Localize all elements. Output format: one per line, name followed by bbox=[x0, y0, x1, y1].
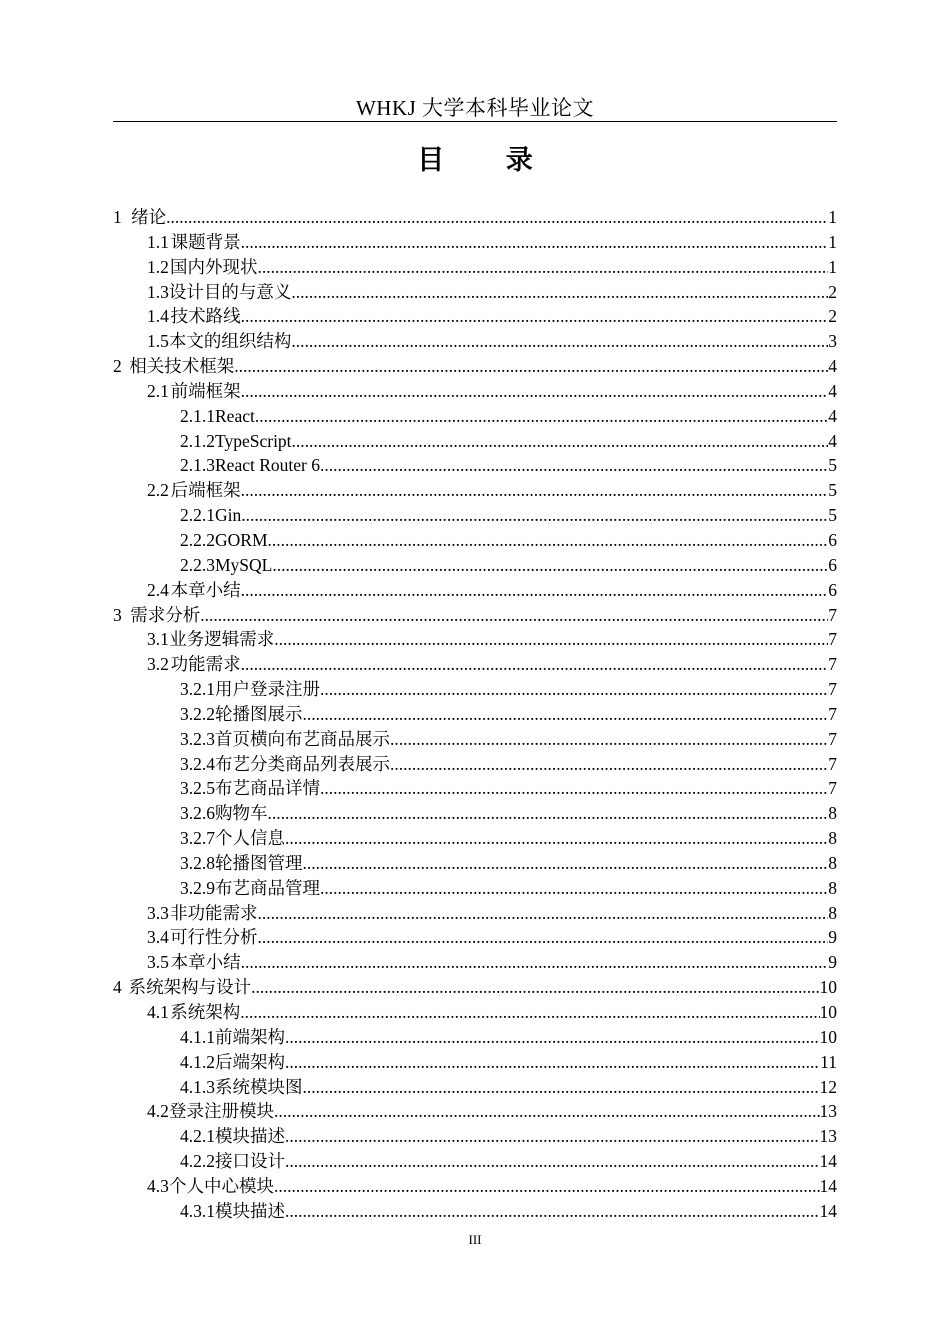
toc-entry-number: 2.2.1 bbox=[180, 505, 215, 526]
toc-dot-leader bbox=[240, 1000, 819, 1025]
toc-entry-page: 14 bbox=[819, 1151, 837, 1172]
toc-entry-page: 12 bbox=[819, 1076, 837, 1097]
toc-entry-number: 3.1 bbox=[147, 629, 169, 650]
toc-dot-leader bbox=[285, 1124, 820, 1149]
toc-entry-number: 2.1.1 bbox=[180, 405, 215, 426]
toc-entry[interactable] bbox=[113, 528, 837, 553]
toc-entry-page: 7 bbox=[828, 778, 837, 799]
toc-entry-number: 4.2.1 bbox=[180, 1126, 215, 1147]
toc-entry-number: 4.1.3 bbox=[180, 1076, 215, 1097]
toc-entry-page: 10 bbox=[819, 1002, 837, 1022]
toc-entry-title: 可行性分析 bbox=[169, 927, 258, 948]
toc-dot-leader bbox=[320, 453, 828, 478]
toc-dot-leader bbox=[320, 876, 828, 901]
toc-entry-page: 5 bbox=[828, 480, 837, 501]
toc-entry-page: 13 bbox=[819, 1126, 837, 1147]
toc-entry-page: 4 bbox=[828, 356, 837, 377]
toc-entry-title: 布艺商品详情 bbox=[215, 778, 320, 799]
toc-dot-leader bbox=[257, 255, 828, 280]
toc-entry-page: 5 bbox=[828, 455, 837, 476]
toc-entry-title: 模块描述 bbox=[215, 1200, 285, 1221]
toc-entry[interactable] bbox=[113, 205, 837, 230]
toc-entry-title: 系统架构与设计 bbox=[128, 977, 252, 998]
toc-entry-number: 3.4 bbox=[147, 927, 169, 948]
toc-entry-title: 本章小结 bbox=[170, 952, 241, 973]
running-header: WHKJ 大学本科毕业论文 bbox=[355, 96, 595, 120]
toc-entry[interactable] bbox=[113, 1025, 837, 1050]
toc-entry[interactable] bbox=[113, 1075, 837, 1100]
toc-entry-number: 3.2.4 bbox=[180, 753, 215, 774]
toc-entry-number: 4.1 bbox=[147, 1002, 169, 1022]
toc-dot-leader bbox=[291, 329, 828, 354]
toc-entry[interactable] bbox=[113, 652, 837, 677]
toc-dot-leader bbox=[285, 1199, 820, 1224]
toc-entry-number: 4.1.2 bbox=[180, 1051, 215, 1072]
toc-entry-number: 3.2.5 bbox=[180, 778, 215, 799]
toc-dot-leader bbox=[291, 280, 828, 305]
toc-entry-number: 3.2.3 bbox=[180, 728, 215, 749]
toc-entry-number: 2 bbox=[113, 356, 122, 377]
toc-dot-leader bbox=[241, 304, 829, 329]
toc-entry[interactable] bbox=[113, 826, 837, 851]
toc-entry-number: 3.2.7 bbox=[180, 828, 215, 849]
toc-entry[interactable] bbox=[113, 851, 837, 876]
toc-entry-number: 4.2 bbox=[147, 1101, 169, 1122]
toc-entry[interactable] bbox=[113, 901, 837, 926]
toc-entry-number: 4.2.2 bbox=[180, 1151, 215, 1172]
toc-entry[interactable] bbox=[113, 1199, 837, 1224]
toc-dot-leader bbox=[241, 478, 829, 503]
toc-entry-page: 8 bbox=[828, 877, 837, 898]
toc-entry[interactable] bbox=[113, 975, 837, 1000]
toc-entry-title: 用户登录注册 bbox=[215, 679, 320, 700]
toc-entry-title: GORM bbox=[215, 529, 268, 550]
toc-entry-page: 1 bbox=[828, 256, 837, 277]
toc-entry-page: 2 bbox=[828, 306, 837, 327]
toc-entry[interactable] bbox=[113, 404, 837, 429]
toc-entry-title: TypeScript bbox=[215, 430, 292, 451]
toc-entry-page: 8 bbox=[828, 803, 837, 824]
toc-entry[interactable] bbox=[113, 1099, 837, 1124]
toc-entry-title: 绪论 bbox=[131, 207, 167, 227]
toc-dot-leader bbox=[292, 429, 829, 454]
toc-entry-page: 6 bbox=[828, 579, 837, 600]
toc-dot-leader bbox=[303, 1075, 820, 1100]
toc-entry-page: 10 bbox=[819, 977, 837, 998]
toc-entry-title: 功能需求 bbox=[170, 654, 241, 675]
toc-entry-page: 4 bbox=[828, 405, 837, 426]
toc-entry-title: 系统架构 bbox=[170, 1002, 241, 1022]
toc-entry-number: 4.3.1 bbox=[180, 1200, 215, 1221]
toc-entry-number: 3.5 bbox=[147, 952, 169, 973]
toc-entry-number: 1.5 bbox=[147, 331, 169, 352]
toc-entry-page: 9 bbox=[828, 927, 837, 948]
toc-entry-number: 3.2.6 bbox=[180, 803, 215, 824]
toc-entry-page: 7 bbox=[828, 703, 837, 724]
toc-entry-title: 布艺商品管理 bbox=[215, 877, 320, 898]
toc-dot-leader bbox=[241, 230, 829, 255]
toc-entry-title: 后端架构 bbox=[215, 1051, 285, 1072]
toc-entry-page: 7 bbox=[828, 654, 837, 675]
toc-dot-leader bbox=[274, 627, 828, 652]
toc-entry-title: Gin bbox=[215, 505, 242, 526]
toc-entry[interactable] bbox=[113, 578, 837, 603]
toc-entry[interactable] bbox=[113, 553, 837, 578]
toc-entry-number: 3.2.8 bbox=[180, 852, 215, 873]
toc-entry-number: 3.2.1 bbox=[180, 679, 215, 700]
toc-dot-leader bbox=[320, 677, 828, 702]
toc-entry-page: 14 bbox=[819, 1175, 837, 1196]
toc-entry[interactable] bbox=[113, 876, 837, 901]
toc-entry-title: 首页横向布艺商品展示 bbox=[215, 728, 390, 749]
toc-entry-title: 前端框架 bbox=[170, 380, 241, 401]
toc-dot-leader bbox=[303, 702, 829, 727]
toc-entry-number: 3 bbox=[113, 604, 122, 625]
toc-entry-page: 8 bbox=[828, 902, 837, 923]
toc-entry-page: 13 bbox=[819, 1101, 837, 1122]
toc-dot-leader bbox=[390, 752, 828, 777]
toc-dot-leader bbox=[320, 776, 828, 801]
toc-dot-leader bbox=[241, 578, 829, 603]
toc-entry-page: 14 bbox=[819, 1200, 837, 1221]
toc-entry-number: 1 bbox=[113, 207, 122, 227]
toc-dot-leader bbox=[241, 652, 829, 677]
toc-entry[interactable] bbox=[113, 1149, 837, 1174]
toc-dot-leader bbox=[257, 901, 828, 926]
toc-entry[interactable] bbox=[113, 603, 837, 628]
toc-entry-number: 4.3 bbox=[147, 1175, 169, 1196]
toc-entry-title: MySQL bbox=[215, 554, 273, 575]
toc-entry-page: 7 bbox=[828, 604, 837, 625]
toc-entry-title: 布艺分类商品列表展示 bbox=[215, 753, 390, 774]
toc-entry-title: 技术路线 bbox=[170, 306, 241, 327]
header-rule bbox=[113, 121, 837, 122]
toc-entry-number: 2.2.2 bbox=[180, 529, 215, 550]
toc-entry[interactable] bbox=[113, 478, 837, 503]
toc-entry[interactable] bbox=[113, 329, 837, 354]
toc-entry-number: 2.2.3 bbox=[180, 554, 215, 575]
toc-entry-number: 2.1 bbox=[147, 380, 169, 401]
toc-entry-number: 1.2 bbox=[147, 256, 169, 277]
toc-entry[interactable] bbox=[113, 1000, 837, 1025]
toc-dot-leader bbox=[303, 851, 829, 876]
toc-dot-leader bbox=[285, 1025, 820, 1050]
toc-entry[interactable] bbox=[113, 1174, 837, 1199]
toc-entry-title: 非功能需求 bbox=[169, 902, 258, 923]
toc-entry[interactable] bbox=[113, 627, 837, 652]
toc-entry-title: 个人中心模块 bbox=[168, 1175, 274, 1196]
toc-dot-leader bbox=[390, 727, 828, 752]
toc-entry-title: 模块描述 bbox=[215, 1126, 285, 1147]
toc-dot-leader bbox=[285, 1149, 820, 1174]
toc-entry-page: 8 bbox=[828, 828, 837, 849]
toc-dot-leader bbox=[241, 503, 828, 528]
toc-entry[interactable] bbox=[113, 280, 837, 305]
toc-dot-leader bbox=[257, 925, 828, 950]
toc-entry[interactable] bbox=[113, 677, 837, 702]
toc-entry[interactable] bbox=[113, 354, 837, 379]
toc-entry-page: 4 bbox=[828, 430, 837, 451]
toc-dot-leader bbox=[166, 205, 828, 230]
toc-dot-leader bbox=[241, 950, 829, 975]
toc-entry-page: 6 bbox=[828, 554, 837, 575]
page-number: III bbox=[468, 1232, 482, 1247]
toc-entry-title: 需求分析 bbox=[130, 604, 201, 625]
toc-entry-title: 本文的组织结构 bbox=[168, 331, 292, 352]
toc-entry-number: 3.2 bbox=[147, 654, 169, 675]
toc-entry-page: 5 bbox=[828, 505, 837, 526]
toc-entry-title: 本章小结 bbox=[170, 579, 241, 600]
toc-entry-title: 接口设计 bbox=[215, 1151, 285, 1172]
toc-entry-title: 轮播图展示 bbox=[215, 703, 303, 724]
toc-entry-title: 个人信息 bbox=[215, 828, 285, 849]
toc-entry-number: 1.1 bbox=[147, 231, 169, 252]
toc-entry-title: 后端框架 bbox=[170, 480, 241, 501]
toc-entry[interactable] bbox=[113, 304, 837, 329]
toc-entry[interactable] bbox=[113, 702, 837, 727]
toc-entry-number: 2.2 bbox=[147, 480, 169, 501]
toc-dot-leader bbox=[274, 1099, 820, 1124]
toc-entry-title: 登录注册模块 bbox=[168, 1101, 274, 1122]
toc-entry-title: 相关技术框架 bbox=[129, 356, 235, 377]
toc-entry-number: 2.4 bbox=[147, 579, 169, 600]
toc-entry-page: 1 bbox=[828, 207, 837, 227]
toc-dot-leader bbox=[285, 826, 828, 851]
toc-entry-page: 7 bbox=[828, 629, 837, 650]
toc-entry-title: 前端架构 bbox=[215, 1026, 285, 1047]
toc-dot-leader bbox=[241, 379, 829, 404]
toc-entry-title: React bbox=[215, 405, 255, 426]
toc-entry[interactable] bbox=[113, 752, 837, 777]
toc-entry-page: 4 bbox=[828, 380, 837, 401]
toc-entry-number: 4.1.1 bbox=[180, 1026, 215, 1047]
toc-dot-leader bbox=[255, 404, 828, 429]
toc-entry-number: 3.2.9 bbox=[180, 877, 215, 898]
toc-entry-title: 购物车 bbox=[215, 803, 268, 824]
toc-entry[interactable] bbox=[113, 379, 837, 404]
toc-entry-page: 2 bbox=[828, 281, 837, 302]
toc-entry[interactable] bbox=[113, 453, 837, 478]
toc-entry[interactable] bbox=[113, 776, 837, 801]
toc-entry-title: React Router 6 bbox=[215, 455, 320, 476]
toc-entry-title: 轮播图管理 bbox=[215, 852, 303, 873]
toc-entry[interactable] bbox=[113, 255, 837, 280]
toc-entry-number: 2.1.2 bbox=[180, 430, 215, 451]
toc-entry[interactable] bbox=[113, 230, 837, 255]
toc-entry-number: 1.4 bbox=[147, 306, 169, 327]
toc-dot-leader bbox=[285, 1050, 820, 1075]
toc-entry[interactable] bbox=[113, 801, 837, 826]
toc-entry[interactable] bbox=[113, 503, 837, 528]
toc-title: 目 录 bbox=[417, 145, 559, 176]
toc-dot-leader bbox=[251, 975, 819, 1000]
toc-entry-page: 9 bbox=[828, 952, 837, 973]
toc-entry-number: 3.2.2 bbox=[180, 703, 215, 724]
toc-entry[interactable] bbox=[113, 925, 837, 950]
toc-dot-leader bbox=[272, 553, 828, 578]
toc-dot-leader bbox=[268, 528, 829, 553]
toc-entry-page: 8 bbox=[828, 852, 837, 873]
toc-entry-title: 国内外现状 bbox=[169, 256, 258, 277]
toc-entry[interactable] bbox=[113, 1124, 837, 1149]
toc-entry-number: 3.3 bbox=[147, 902, 169, 923]
toc-entry-page: 1 bbox=[828, 231, 837, 252]
toc-entry[interactable] bbox=[113, 1050, 837, 1075]
toc-entry-page: 11 bbox=[820, 1051, 837, 1072]
toc-dot-leader bbox=[274, 1174, 820, 1199]
toc-entry-page: 7 bbox=[828, 728, 837, 749]
toc-entry-title: 设计目的与意义 bbox=[168, 281, 292, 302]
toc-entry-page: 3 bbox=[828, 331, 837, 352]
toc-dot-leader bbox=[234, 354, 828, 379]
toc-entry-title: 业务逻辑需求 bbox=[169, 629, 275, 650]
toc-entry-number: 2.1.3 bbox=[180, 455, 215, 476]
toc-entry[interactable] bbox=[113, 950, 837, 975]
toc-entry-page: 6 bbox=[828, 529, 837, 550]
toc-entry[interactable] bbox=[113, 727, 837, 752]
toc-entry-number: 1.3 bbox=[147, 281, 169, 302]
toc-dot-leader bbox=[200, 603, 828, 628]
toc-entry-page: 7 bbox=[828, 753, 837, 774]
toc-entry-title: 课题背景 bbox=[170, 231, 241, 252]
toc-entry[interactable] bbox=[113, 429, 837, 454]
toc-dot-leader bbox=[268, 801, 829, 826]
toc-entry-page: 10 bbox=[819, 1026, 837, 1047]
toc-entry-number: 4 bbox=[113, 977, 122, 998]
toc-entry-title: 系统模块图 bbox=[215, 1076, 303, 1097]
table-of-contents bbox=[113, 205, 837, 1224]
toc-entry-page: 7 bbox=[828, 679, 837, 700]
